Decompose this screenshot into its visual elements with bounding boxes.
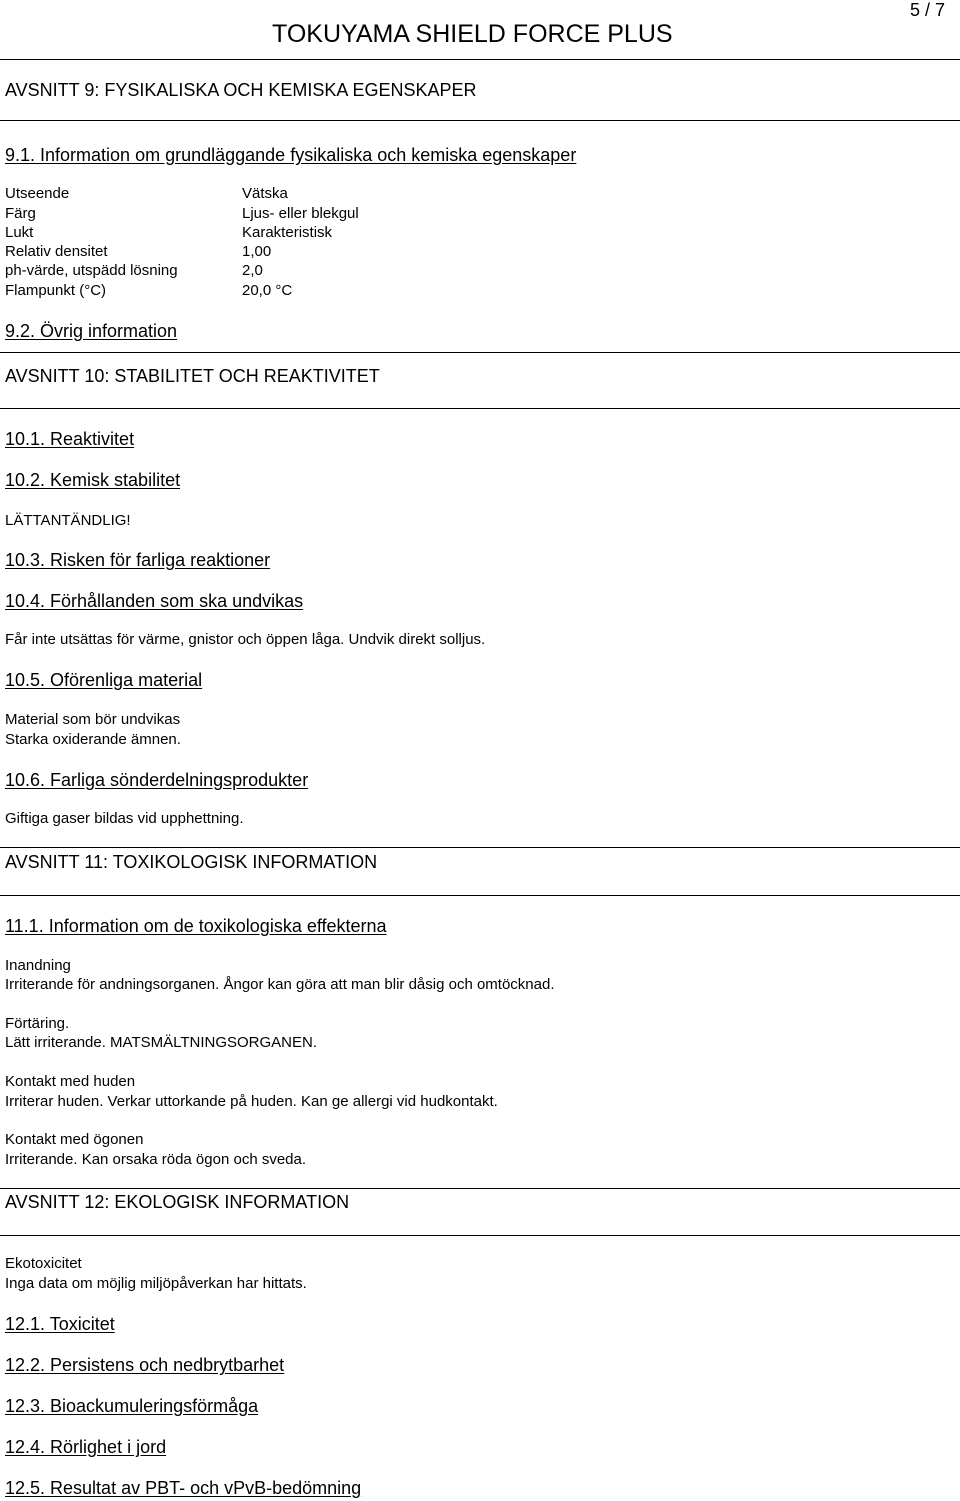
subsection-10-2: 10.2. Kemisk stabilitet	[5, 470, 181, 490]
section-12-rule	[0, 1235, 960, 1236]
section-12-top-rule	[0, 1188, 960, 1189]
document-title: TOKUYAMA SHIELD FORCE PLUS	[272, 20, 673, 48]
header-rule	[0, 59, 960, 60]
prop-label: Utseende	[5, 185, 70, 202]
prop-value: 1,00	[242, 243, 272, 260]
subsection-10-5: 10.5. Oförenliga material	[5, 670, 203, 690]
materials-label: Material som bör undvikas	[5, 711, 181, 728]
subsection-9-2: 9.2. Övrig information	[5, 321, 178, 341]
prop-value: Ljus- eller blekgul	[242, 205, 359, 222]
inhalation-text: Irriterande för andningsorganen. Ångor kan göra att man blir dåsig och omtöcknad.	[5, 976, 555, 993]
eye-label: Kontakt med ögonen	[5, 1131, 144, 1148]
section-9-heading: AVSNITT 9: FYSIKALISKA OCH KEMISKA EGENSKAPER	[5, 80, 477, 100]
stability-text: LÄTTANTÄNDLIG!	[5, 512, 131, 529]
prop-label: Färg	[5, 205, 36, 222]
section-11-top-rule	[0, 847, 960, 848]
decomposition-text: Giftiga gaser bildas vid upphettning.	[5, 810, 244, 827]
skin-label: Kontakt med huden	[5, 1073, 136, 1090]
subsection-12-1: 12.1. Toxicitet	[5, 1314, 115, 1334]
section-12-heading: AVSNITT 12: EKOLOGISK INFORMATION	[5, 1192, 350, 1212]
section-10-rule	[0, 408, 960, 409]
prop-label: Flampunkt (°C)	[5, 282, 107, 299]
subsection-9-1: 9.1. Information om grundläggande fysikaliska och kemiska egenskaper	[5, 145, 577, 165]
prop-value: 20,0 °C	[242, 282, 293, 299]
skin-text: Irriterar huden. Verkar uttorkande på huden. Kan ge allergi vid hudkontakt.	[5, 1093, 498, 1110]
eye-text: Irriterande. Kan orsaka röda ögon och sveda.	[5, 1151, 307, 1168]
subsection-10-3: 10.3. Risken för farliga reaktioner	[5, 550, 271, 570]
prop-value: Karakteristisk	[242, 224, 333, 241]
subsection-12-3: 12.3. Bioackumuleringsförmåga	[5, 1396, 259, 1416]
subsection-10-4: 10.4. Förhållanden som ska undvikas	[5, 591, 304, 611]
section-9-rule	[0, 120, 960, 121]
subsection-11-1: 11.1. Information om de toxikologiska effekterna	[5, 916, 387, 936]
subsection-10-1: 10.1. Reaktivitet	[5, 429, 135, 449]
subsection-12-2: 12.2. Persistens och nedbrytbarhet	[5, 1355, 285, 1375]
prop-label: Lukt	[5, 224, 34, 241]
ecotox-label: Ekotoxicitet	[5, 1255, 82, 1272]
section-11-heading: AVSNITT 11: TOXIKOLOGISK INFORMATION	[5, 852, 378, 872]
ecotox-text: Inga data om möjlig miljöpåverkan har hittats.	[5, 1275, 307, 1292]
subsection-12-4: 12.4. Rörlighet i jord	[5, 1437, 167, 1457]
section-11-rule	[0, 895, 960, 896]
subsection-12-5: 12.5. Resultat av PBT- och vPvB-bedömning	[5, 1478, 362, 1498]
prop-value: Vätska	[242, 185, 288, 202]
section-10-heading: AVSNITT 10: STABILITET OCH REAKTIVITET	[5, 366, 380, 386]
conditions-text: Får inte utsättas för värme, gnistor och öppen låga. Undvik direkt solljus.	[5, 631, 486, 648]
prop-value: 2,0	[242, 262, 263, 279]
materials-text: Starka oxiderande ämnen.	[5, 731, 181, 748]
prop-label: Relativ densitet	[5, 243, 108, 260]
ingestion-label: Förtäring.	[5, 1015, 70, 1032]
prop-label: ph-värde, utspädd lösning	[5, 262, 178, 279]
subsection-10-6: 10.6. Farliga sönderdelningsprodukter	[5, 770, 309, 790]
section-10-top-rule	[0, 352, 960, 353]
ingestion-text: Lätt irriterande. MATSMÄLTNINGSORGANEN.	[5, 1034, 318, 1051]
page-number: 5 / 7	[910, 0, 946, 20]
inhalation-label: Inandning	[5, 957, 71, 974]
